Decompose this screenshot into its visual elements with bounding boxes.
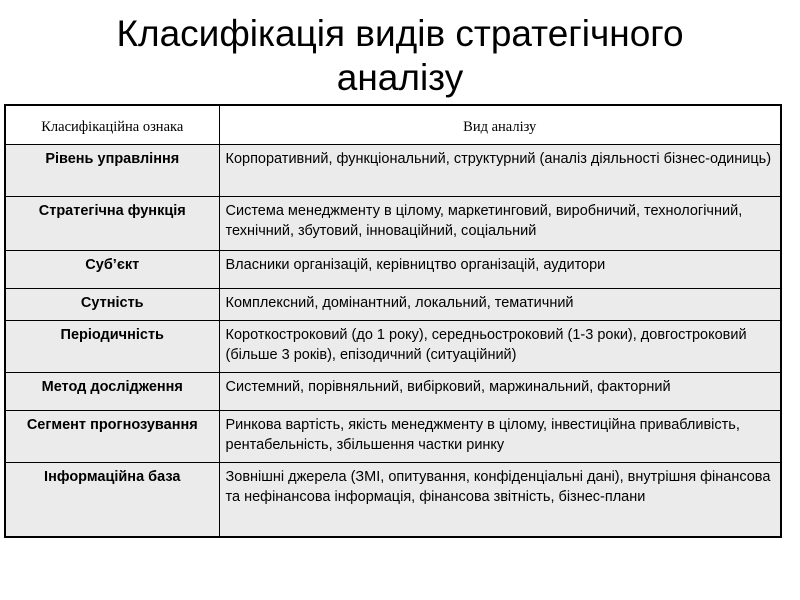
header-classification-feature: Класифікаційна ознака [5,105,219,145]
table-cell-feature: Сутність [5,289,219,321]
table-cell-feature: Періодичність [5,321,219,373]
table-row [5,463,781,537]
slide-title-line-2: аналізу [336,57,464,98]
table-cell-kind: Короткостроковий (до 1 року), середньостроковий (1-3 роки), довгостроковий (більше 3 років), епізодичний (ситуаційний) [219,321,781,373]
table-cell-feature: Сегмент прогнозування [5,411,219,463]
table-row [5,411,781,463]
table-cell-kind: Ринкова вартість, якість менеджменту в цілому, інвестиційна привабливість, рентабельність, збільшення частки ринку [219,411,781,463]
classification-table [4,104,782,538]
table-cell-kind: Зовнішні джерела (ЗМІ, опитування, конфіденціальні дані), внутрішня фінансова та нефінансова інформація, фінансова звітність, бізнес-плани [219,463,781,537]
table-cell-feature: Рівень управління [5,145,219,197]
table-row [5,251,781,289]
table-cell-feature: Суб’єкт [5,251,219,289]
table-row [5,321,781,373]
table-cell-feature: Інформаційна база [5,463,219,537]
table-cell-kind: Власники організацій, керівництво організацій, аудитори [219,251,781,289]
table-cell-feature: Метод дослідження [5,373,219,411]
header-analysis-kind: Вид аналізу [219,105,781,145]
table-row [5,373,781,411]
table-row [5,145,781,197]
table-cell-kind: Система менеджменту в цілому, маркетинговий, виробничий, технологічний, технічний, збутовий, інноваційний, соціальний [219,197,781,251]
table-row [5,289,781,321]
table-row [5,197,781,251]
classification-table-container [4,104,780,538]
table-cell-kind: Комплексний, домінантний, локальний, тематичний [219,289,781,321]
slide-title-line-1: Класифікація видів стратегічного [116,13,684,54]
table-cell-kind: Корпоративний, функціональний, структурний (аналіз діяльності бізнес-одиниць) [219,145,781,197]
slide-title [0,12,800,100]
table-cell-kind: Системний, порівняльний, вибірковий, маржинальний, факторний [219,373,781,411]
table-cell-feature: Стратегічна функція [5,197,219,251]
table-header-row [5,105,781,145]
